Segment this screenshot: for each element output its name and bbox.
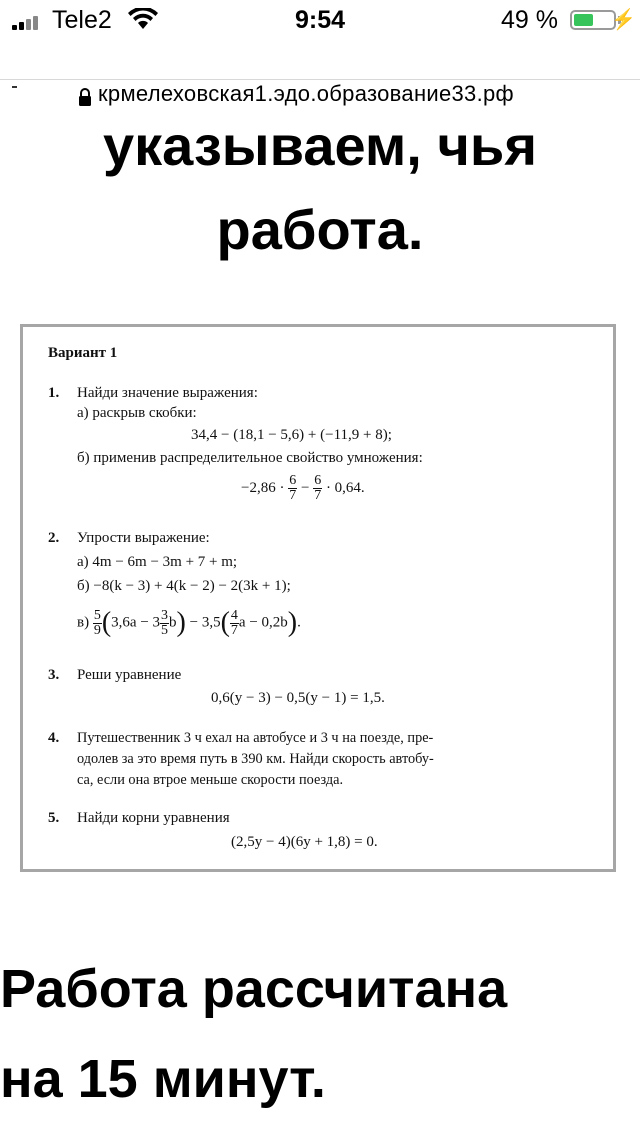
fraction-denominator: 7 <box>289 488 297 503</box>
page-mark <box>12 86 17 88</box>
fraction-numerator: 5 <box>93 607 101 623</box>
close-paren: ) <box>287 607 298 638</box>
close-paren: ) <box>176 607 186 638</box>
task2-number: 2. <box>48 530 60 546</box>
fraction-numerator: 4 <box>230 607 238 623</box>
task2-c-part-2: b <box>169 614 177 631</box>
toolbar-divider <box>0 79 640 80</box>
task2-c-fraction-1 <box>93 609 102 638</box>
variant-title: Вариант 1 <box>48 345 118 361</box>
task2-c-part-1: 3,6a − 3 <box>111 614 161 631</box>
task2-title: Упрости выражение: <box>77 530 210 546</box>
duration-note <box>0 944 640 1124</box>
fraction-numerator: 6 <box>314 473 322 488</box>
battery-percent: 49 % <box>501 6 558 34</box>
open-paren: ( <box>220 607 230 638</box>
task1-b-fraction-2 <box>313 474 322 503</box>
task2-c-end: . <box>297 614 301 631</box>
carrier-name: Tele2 <box>52 6 112 34</box>
task2-c-fraction-3 <box>230 609 239 638</box>
task3-title: Реши уравнение <box>77 667 182 683</box>
task2-c-label: в) <box>77 614 90 631</box>
duration-line-2: на 15 минут. <box>0 1049 326 1109</box>
task2-c <box>77 607 301 639</box>
task3-number: 3. <box>48 667 60 683</box>
fraction-denominator: 9 <box>93 622 101 638</box>
task1-b-minus: − <box>300 479 310 496</box>
status-bar <box>0 0 640 40</box>
fraction-denominator: 5 <box>161 622 169 638</box>
task1-b-end: · 0,64. <box>325 479 365 496</box>
task1-title: Найди значение выражения: <box>77 385 258 401</box>
charging-icon: ⚡ <box>611 9 636 31</box>
task4-line-3: са, если она втрое меньше скорости поезда. <box>77 772 344 788</box>
task5-title: Найди корни уравнения <box>77 810 230 826</box>
task5-expression: (2,5y − 4)(6y + 1,8) = 0. <box>231 834 378 850</box>
task2-b: б) −8(k − 3) + 4(k − 2) − 2(3k + 1); <box>77 578 291 594</box>
task2-c-fraction-2 <box>160 609 169 638</box>
address-bar[interactable] <box>0 40 640 106</box>
battery-icon <box>570 10 616 30</box>
fraction-numerator: 6 <box>289 473 297 488</box>
worksheet-image <box>20 324 616 872</box>
task1-b-expression <box>241 474 365 503</box>
task4-line-1: Путешественник 3 ч ехал на автобусе и 3 ч на поезде, пре- <box>77 730 434 746</box>
duration-line-1: Работа рассчитана <box>0 959 508 1019</box>
task5-number: 5. <box>48 810 60 826</box>
task4-number: 4. <box>48 730 60 746</box>
task3-expression: 0,6(y − 3) − 0,5(y − 1) = 1,5. <box>211 690 385 706</box>
open-paren: ( <box>101 607 112 638</box>
task1-number: 1. <box>48 385 60 401</box>
page-url: крмелеховская1.эдо.образование33.рф <box>98 81 514 106</box>
fraction-denominator: 7 <box>314 488 322 503</box>
task1-b-label: б) применив распределительное свойство умножения: <box>77 450 423 466</box>
task4-line-2: одолев за это время путь в 390 км. Найди скорость автобу- <box>77 751 434 767</box>
task2-a: а) 4m − 6m − 3m + 7 + m; <box>77 554 238 570</box>
task1-a-expression: 34,4 − (18,1 − 5,6) + (−11,9 + 8); <box>191 427 392 443</box>
task1-b-start: −2,86 · <box>241 479 285 496</box>
task2-c-part-3: − 3,5 <box>189 614 221 631</box>
fraction-denominator: 7 <box>230 622 238 638</box>
heading-line-1: указываем, чья <box>102 114 538 177</box>
task2-c-part-4: a − 0,2b <box>238 614 288 631</box>
page-heading <box>0 104 640 272</box>
fraction-numerator: 3 <box>161 607 169 623</box>
clock-time: 9:54 <box>294 6 346 34</box>
battery-level-fill <box>574 14 593 26</box>
task1-b-fraction-1 <box>288 474 297 503</box>
task1-a-label: а) раскрыв скобки: <box>77 405 197 421</box>
heading-line-2: работа. <box>216 198 424 261</box>
